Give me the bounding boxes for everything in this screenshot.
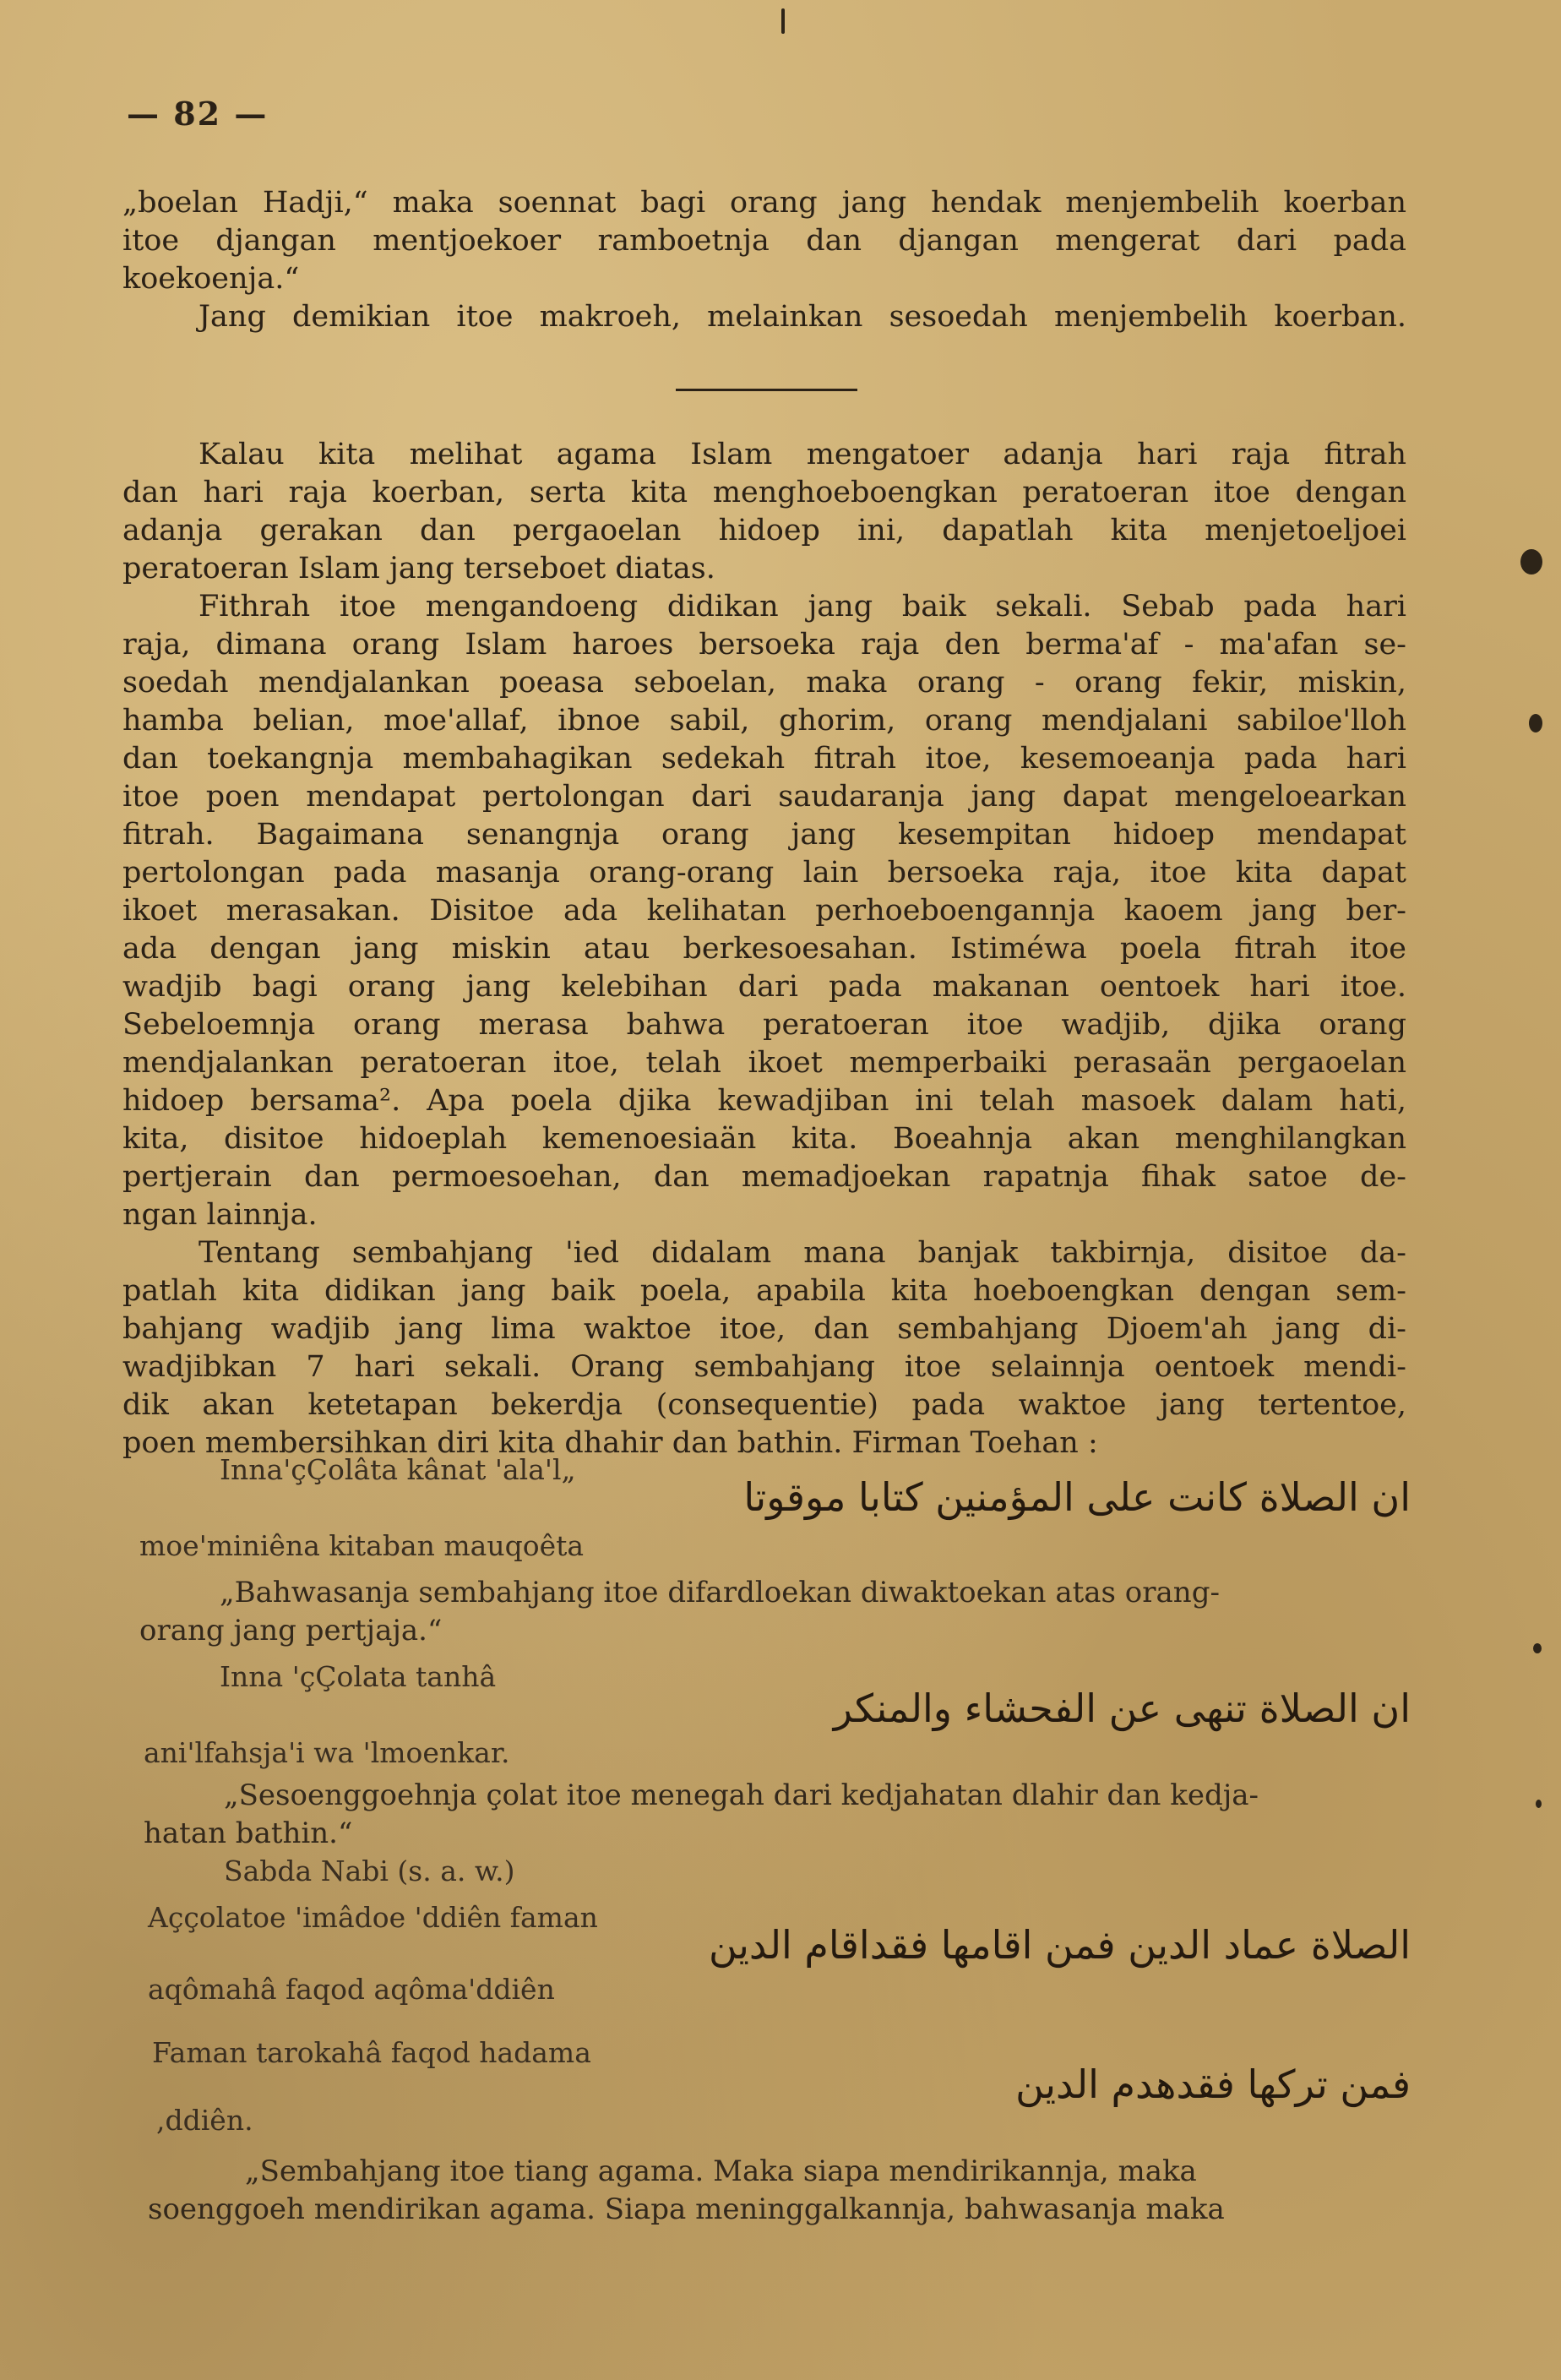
ink-blot (1520, 549, 1542, 575)
text-line: Tentang sembahjang 'ied didalam mana banjak takbirnja, disitoe da- (199, 1236, 1406, 1270)
hadith-transliteration-a: Aççolatoe 'imâdoe 'ddiên faman (148, 1901, 598, 1934)
ink-blot (1536, 1800, 1542, 1808)
text-line: bahjang wadjib jang lima waktoe itoe, dan sembahjang Djoem'ah jang di- (122, 1312, 1406, 1346)
text-line: ikoet merasakan. Disitoe ada kelihatan perhoeboengannja kaoem jang ber- (122, 894, 1406, 928)
text-line: wadjib bagi orang jang kelebihan dari pada makanan oentoek hari itoe. (122, 970, 1406, 1004)
text-line: ngan lainnja. (122, 1198, 318, 1232)
ink-blot (1529, 714, 1542, 733)
text-line: adanja gerakan dan pergaoelan hidoep ini, dapatlah kita menjetoeljoei (122, 514, 1406, 547)
text-line: wadjibkan 7 hari sekali. Orang sembahjang itoe selainnja oentoek mendi- (122, 1350, 1406, 1384)
paragraph-1 (122, 184, 1406, 336)
verse-1-meaning-line: orang jang pertjaja.“ (139, 1614, 443, 1647)
hadith-transliteration-d: ,ddiên. (156, 2104, 253, 2137)
verse-2-arabic: ان الصلاة تنهى عن الفحشاء والمنكر (833, 1686, 1411, 1731)
section-divider (676, 389, 857, 391)
hadith-arabic-2: فمن تركها فقدهدم الدين (1015, 2061, 1411, 2107)
hadith-transliteration-b: aqômahâ faqod aqôma'ddiên (148, 1973, 555, 2006)
text-line: fitrah. Bagaimana senangnja orang jang kesempitan hidoep mendapat (122, 818, 1406, 852)
verse-2-transliteration-b: ani'lfahsja'i wa 'lmoenkar. (144, 1736, 510, 1769)
text-line: mendjalankan peratoeran itoe, telah ikoet memperbaiki perasaän pergaoelan (122, 1046, 1406, 1080)
text-line: dan hari raja koerban, serta kita menghoeboengkan peratoeran itoe dengan (122, 476, 1406, 509)
text-line: Sebeloemnja orang merasa bahwa peratoeran itoe wadjib, djika orang (122, 1008, 1406, 1042)
text-line: ada dengan jang miskin atau berkesoesahan. Istiméwa poela fitrah itoe (122, 932, 1406, 966)
text-line: poen membersihkan diri kita dhahir dan bathin. Firman Toehan : (122, 1426, 1098, 1460)
text-line: „boelan Hadji,“ maka soennat bagi orang jang hendak menjembelih koerban (122, 186, 1406, 220)
text-line: hidoep bersama². Apa poela djika kewadjiban ini telah masoek dalam hati, (122, 1084, 1406, 1118)
hadith-intro: Sabda Nabi (s. a. w.) (224, 1854, 515, 1887)
paragraph-4 (122, 1234, 1406, 1462)
verse-1-meaning-line: „Bahwasanja sembahjang itoe difardloekan diwaktoekan atas orang- (220, 1576, 1220, 1609)
text-line: Fithrah itoe mengandoeng didikan jang baik sekali. Sebab pada hari (199, 590, 1406, 624)
text-line: raja, dimana orang Islam haroes bersoeka raja den berma'af - ma'afan se- (122, 628, 1406, 662)
paragraph-3 (122, 588, 1406, 1234)
text-line: itoe poen mendapat pertolongan dari saudaranja jang dapat mengeloearkan (122, 780, 1406, 814)
paragraph-2 (122, 436, 1406, 588)
ink-blot (781, 8, 785, 34)
verse-1-transliteration-a: Inna'çÇolâta kânat 'ala'l„ (220, 1453, 576, 1486)
verse-1-transliteration-b: moe'miniêna kitaban mauqoêta (139, 1529, 585, 1562)
text-line: patlah kita didikan jang baik poela, apabila kita hoeboengkan dengan sem- (122, 1274, 1406, 1308)
ink-blot (1533, 1643, 1542, 1653)
text-line: dan toekangnja membahagikan sedekah fitrah itoe, kesemoeanja pada hari (122, 742, 1406, 776)
verse-1-arabic: ان الصلاة كانت على المؤمنين كتابا موقوتا (743, 1474, 1411, 1520)
text-line: pertolongan pada masanja orang-orang lain bersoeka raja, itoe kita dapat (122, 856, 1406, 890)
text-line: koekoenja.“ (122, 262, 300, 296)
text-line: pertjerain dan permoesoehan, dan memadjoekan rapatnja fihak satoe de- (122, 1160, 1406, 1194)
hadith-meaning-line: „Sembahjang itoe tiang agama. Maka siapa mendirikannja, maka (245, 2154, 1197, 2188)
text-line: dik akan ketetapan bekerdja (consequentie) pada waktoe jang tertentoe, (122, 1388, 1406, 1422)
text-line: itoe djangan mentjoekoer ramboetnja dan djangan mengerat dari pada (122, 224, 1406, 258)
hadith-transliteration-c: Faman tarokahâ faqod hadama (152, 2036, 591, 2069)
text-line: soedah mendjalankan poeasa seboelan, maka orang - orang fekir, miskin, (122, 666, 1406, 700)
text-line: peratoeran Islam jang terseboet diatas. (122, 552, 715, 585)
text-line: Kalau kita melihat agama Islam mengatoer adanja hari raja fitrah (199, 438, 1406, 471)
verse-2-meaning-line: hatan bathin.“ (144, 1816, 353, 1850)
text-line: kita, disitoe hidoeplah kemenoesiaän kita. Boeahnja akan menghilangkan (122, 1122, 1406, 1156)
verse-2-meaning-line: „Sesoenggoehnja çolat itoe menegah dari kedjahatan dlahir dan kedja- (224, 1778, 1259, 1812)
text-line: hamba belian, moe'allaf, ibnoe sabil, ghorim, orang mendjalani sabiloe'lloh (122, 704, 1406, 738)
hadith-arabic-1: الصلاة عماد الدين فمن اقامها فقداقام الدين (709, 1922, 1411, 1968)
hadith-meaning-line: soenggoeh mendirikan agama. Siapa meninggalkannja, bahwasanja maka (148, 2192, 1225, 2226)
text-line: Jang demikian itoe makroeh, melainkan sesoedah menjembelih koerban. (199, 300, 1406, 334)
page-number: — 82 — (127, 95, 269, 133)
verse-2-transliteration-a: Inna 'çÇolata tanhâ (220, 1660, 497, 1693)
